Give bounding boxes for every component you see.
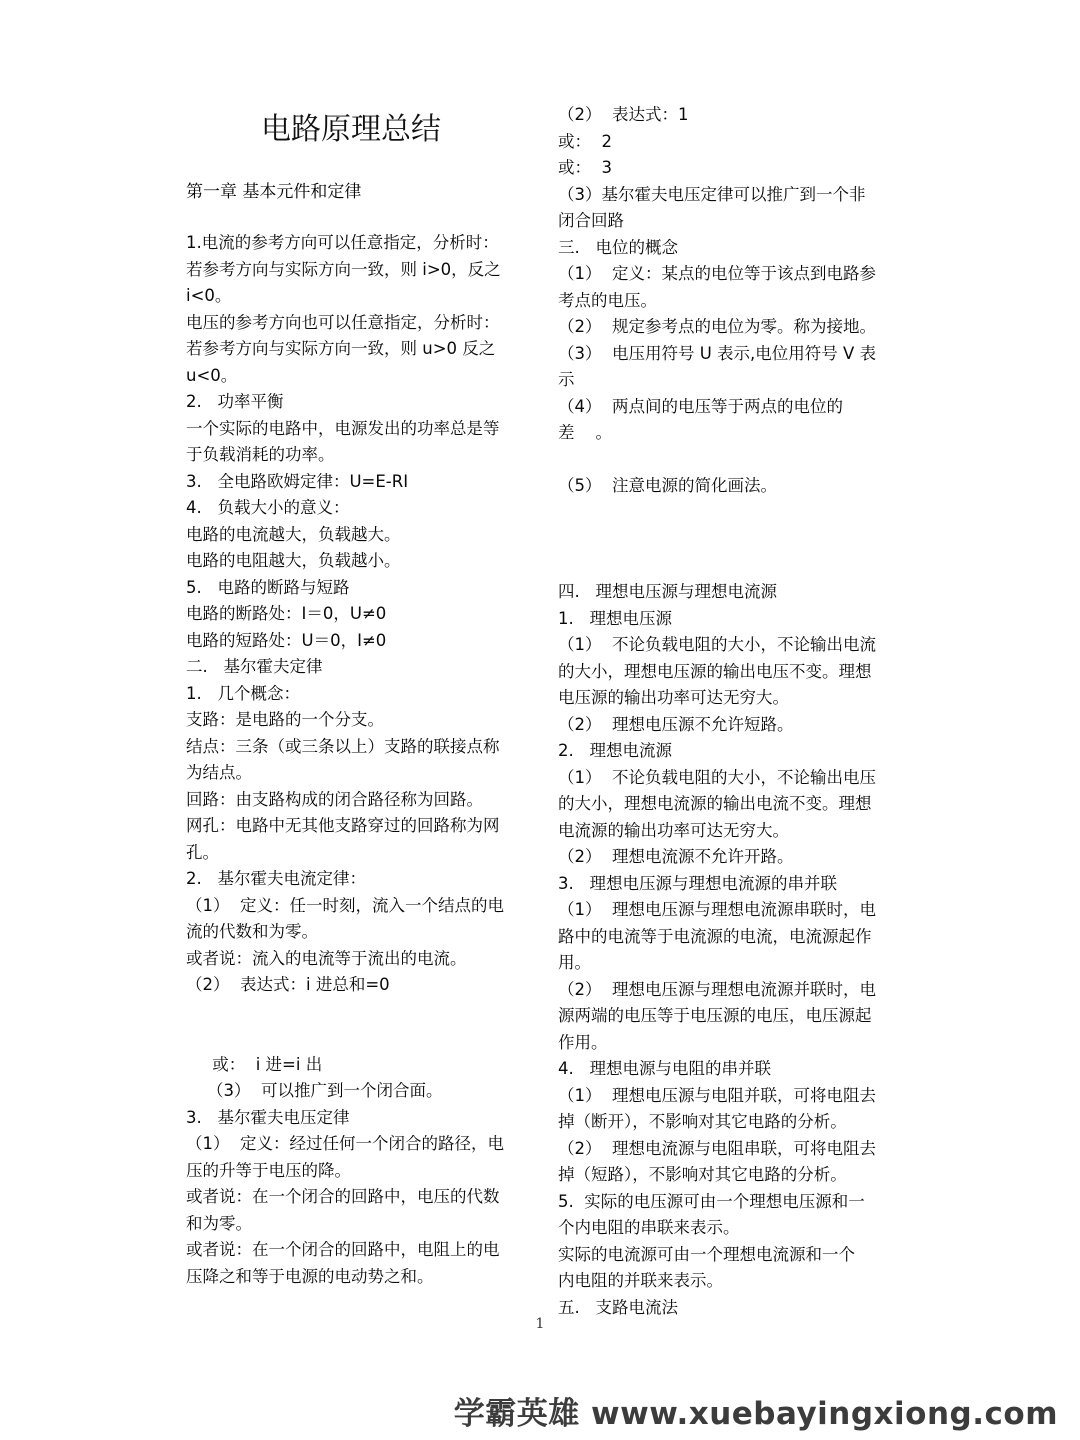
text-line: 或者说：在一个闭合的回路中，电阻上的电 [186, 1240, 500, 1259]
text-line: 为结点。 [186, 763, 252, 782]
text-line: 3. 基尔霍夫电压定律 [186, 1107, 350, 1127]
text-line: 或者说：在一个闭合的回路中，电压的代数 [186, 1187, 500, 1206]
text-line: 或： 3 [558, 158, 612, 177]
text-line: 孔。 [186, 842, 219, 862]
text-line: 压降之和等于电源的电动势之和。 [186, 1266, 434, 1286]
text-line: 网孔：电路中无其他支路穿过的回路称为网 [186, 816, 500, 835]
text-line: （4） 两点间的电压等于两点的电位的 [558, 396, 843, 416]
text-line: 若参考方向与实际方向一致，则 u>0 反之 [186, 339, 496, 358]
text-line: 五. 支路电流法 [558, 1297, 678, 1317]
text-line: 的大小，理想电压源的输出电压不变。理想 [558, 661, 872, 681]
text-line: 1. 几个概念： [186, 683, 300, 703]
text-line: 或者说：流入的电流等于流出的电流。 [186, 948, 467, 968]
text-line: 5. 电路的断路与短路 [186, 577, 350, 597]
text-line: 3. 理想电压源与理想电流源的串并联 [558, 873, 837, 893]
text-line: 电路的电阻越大，负载越小。 [186, 551, 401, 570]
text-line: 电压源的输出功率可达无穷大。 [558, 688, 789, 707]
text-line: 四. 理想电压源与理想电流源 [558, 582, 777, 601]
text-line: 二. 基尔霍夫定律 [186, 657, 323, 676]
text-line: 用。 [558, 953, 591, 972]
text-line: （2） 表达式：1 [558, 105, 689, 124]
text-line: 3. 全电路欧姆定律：U=E-RI [186, 471, 409, 491]
text-line: （2） 理想电压源与理想电流源并联时，电 [558, 979, 876, 999]
right-column [558, 102, 903, 1321]
text-line [186, 999, 531, 1026]
text-line: 若参考方向与实际方向一致，则 i>0，反之 [186, 259, 501, 279]
text-line: 掉（短路），不影响对其它电路的分析。 [558, 1165, 847, 1184]
text-line: 考点的电压。 [558, 290, 657, 310]
text-line: 压的升等于电压的降。 [186, 1160, 351, 1180]
text-line: 电路的短路处：U＝0，I≠0 [186, 630, 387, 650]
page-number: 1 [535, 1316, 545, 1332]
text-line: （1） 不论负载电阻的大小，不论输出电流 [558, 635, 876, 654]
text-line: 2. 功率平衡 [186, 392, 284, 411]
text-line: 于负载消耗的功率。 [186, 445, 335, 464]
text-line [558, 447, 903, 474]
text-line: 4. 理想电源与电阻的串并联 [558, 1059, 771, 1078]
text-line: i<0。 [186, 286, 232, 305]
text-line: 示 [558, 370, 575, 389]
text-line [186, 1025, 531, 1052]
text-line [558, 553, 903, 580]
text-line: 2. 基尔霍夫电流定律： [186, 869, 366, 888]
text-line: 电路的断路处：I＝0，U≠0 [186, 604, 387, 623]
text-line: （1） 理想电压源与电阻并联，可将电阻去 [558, 1085, 876, 1105]
text-line: （1） 不论负载电阻的大小，不论输出电压 [558, 767, 876, 787]
text-line: 电压的参考方向也可以任意指定，分析时： [186, 312, 500, 332]
text-line: （2） 理想电流源不允许开路。 [558, 847, 794, 866]
text-line: 2. 理想电流源 [558, 741, 672, 760]
text-line: （1） 定义：任一时刻，流入一个结点的电 [186, 895, 504, 915]
text-line: 作用。 [558, 1032, 608, 1052]
text-line: 支路：是电路的一个分支。 [186, 710, 384, 729]
text-line: （2） 理想电压源不允许短路。 [558, 714, 794, 734]
text-line: （2） 规定参考点的电位为零。称为接地。 [558, 317, 876, 336]
text-line: 电流源的输出功率可达无穷大。 [558, 820, 789, 840]
text-line: （2） 表达式：i 进总和=0 [186, 975, 390, 994]
text-line [558, 526, 903, 553]
text-line: 的大小，理想电流源的输出电流不变。理想 [558, 794, 872, 813]
text-line: （1） 定义：经过任何一个闭合的路径，电 [186, 1134, 504, 1153]
text-line: 流的代数和为零。 [186, 922, 318, 941]
text-line: 或： 2 [558, 131, 612, 151]
text-line: 回路：由支路构成的闭合路径称为回路。 [186, 789, 483, 809]
chapter-heading: 第一章 基本元件和定律 [186, 182, 362, 202]
left-column [186, 230, 531, 1290]
text-line: 掉（断开），不影响对其它电路的分析。 [558, 1112, 847, 1131]
text-line: 结点：三条（或三条以上）支路的联接点称 [186, 736, 500, 756]
text-line: 闭合回路 [558, 211, 624, 230]
text-line: 4. 负载大小的意义： [186, 498, 350, 517]
text-line: 个内电阻的串联来表示。 [558, 1218, 740, 1237]
text-line: 1.电流的参考方向可以任意指定，分析时： [186, 233, 499, 252]
text-line: （1） 定义：某点的电位等于该点到电路参 [558, 264, 876, 283]
text-line: （2） 理想电流源与电阻串联，可将电阻去 [558, 1138, 876, 1158]
text-line: （3）基尔霍夫电压定律可以推广到一个非 [558, 184, 866, 204]
text-line: 三. 电位的概念 [558, 237, 678, 257]
text-line: 1. 理想电压源 [558, 608, 672, 628]
text-line: 或： i 进=i 出 [186, 1054, 323, 1074]
text-line: 一个实际的电路中，电源发出的功率总是等 [186, 418, 500, 438]
text-line: 电路的电流越大，负载越大。 [186, 524, 401, 544]
text-line: 源两端的电压等于电压源的电压，电压源起 [558, 1006, 872, 1025]
text-line: 和为零。 [186, 1213, 252, 1233]
page-title: 电路原理总结 [261, 112, 441, 147]
text-line: （1） 理想电压源与理想电流源串联时，电 [558, 900, 876, 919]
text-line: u<0。 [186, 365, 238, 385]
text-line: 差 。 [558, 423, 612, 442]
text-line [558, 500, 903, 527]
text-line: （3） 电压用符号 U 表示,电位用符号 V 表 [558, 343, 877, 363]
text-line: 实际的电流源可由一个理想电流源和一个 [558, 1244, 855, 1264]
text-line: （3） 可以推广到一个闭合面。 [186, 1081, 443, 1100]
text-line: 内电阻的并联来表示。 [558, 1271, 723, 1290]
text-line: （5） 注意电源的简化画法。 [558, 476, 777, 495]
text-line: 路中的电流等于电流源的电流，电流源起作 [558, 926, 872, 946]
text-line: 5. 实际的电压源可由一个理想电压源和一 [558, 1191, 865, 1211]
site-watermark: 学霸英雄 www.xuebayingxiong.com [453, 1396, 1058, 1432]
